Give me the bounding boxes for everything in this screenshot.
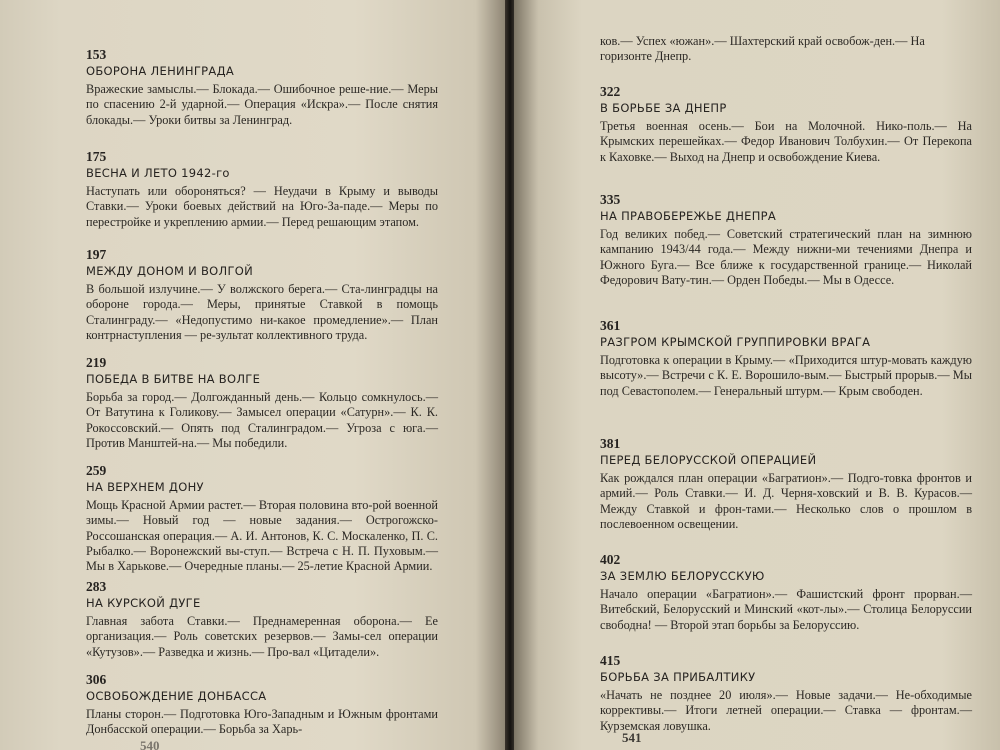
chapter-summary: Борьба за город.— Долгожданный день.— Кольцо сомкнулось.— От Ватутина к Голикову.— Замысел операции «Сатурн».— К. К. Рокоссовский.— Опять под Сталинградом.— Угроза с юга.— Против Манштей-на.— Мы победили. xyxy=(86,390,438,450)
toc-entry xyxy=(86,463,438,574)
chapter-summary: Как рождался план операции «Багратион».— Подго-товка фронтов и армий.— Роль Ставки.— И. Д. Черня-ховский и В. В. Курасов.— Между Ставкой и фрон-тами.— Несколько слов о прошлом в послевоенном освещении. xyxy=(600,471,972,531)
chapter-summary: Начало операции «Багратион».— Фашистский фронт прорван.— Витебский, Белорусский и Минский «кот-лы».— Столица Белоруссии свободна! — Второй этап борьбы за Белоруссию. xyxy=(600,587,972,632)
toc-entry xyxy=(600,552,972,633)
chapter-page-number: 259 xyxy=(86,463,107,478)
page-number: 540 xyxy=(140,738,160,750)
chapter-summary: «Начать не позднее 20 июля».— Новые задачи.— Не-обходимые коррективы.— Итоги летней операции.— Ставка — фронтам.— Курземская ловушка. xyxy=(600,688,972,733)
chapter-page-number: 197 xyxy=(86,247,107,262)
chapter-page-number: 219 xyxy=(86,355,107,370)
chapter-title: ОБОРОНА ЛЕНИНГРАДА xyxy=(86,64,235,78)
chapter-page-number: 335 xyxy=(600,192,621,207)
chapter-summary: Вражеские замыслы.— Блокада.— Ошибочное реше-ние.— Меры по спасению 2-й ударной.— Операция «Искра».— После снятия блокады.— Уроки битвы за Ленинград. xyxy=(86,82,438,127)
right-page xyxy=(514,0,1000,750)
toc-entry xyxy=(600,436,972,532)
chapter-title: ВЕСНА И ЛЕТО 1942-го xyxy=(86,166,230,180)
toc-entry xyxy=(86,672,438,738)
chapter-summary: Главная забота Ставки.— Преднамеренная оборона.— Ее организация.— Роль советских резервов.— Замы-сел операции «Кутузов».— Разведка и жизнь.— Про-вал «Цитадели». xyxy=(86,614,438,659)
chapter-page-number: 402 xyxy=(600,552,621,567)
chapter-page-number: 415 xyxy=(600,653,621,668)
chapter-title: ЗА ЗЕМЛЮ БЕЛОРУССКУЮ xyxy=(600,569,765,583)
chapter-summary: Год великих побед.— Советский стратегический план на зимнюю кампанию 1943/44 года.— Между нижни-ми течениями Днепра и Южного Буга.— Все ближе к государственной границе.— Николай Федорович Вату-тин.— Орден Победы.— Мы в Одессе. xyxy=(600,227,972,287)
chapter-summary: Третья военная осень.— Бои на Молочной. Нико-поль.— На Крымских перешейках.— Федор Иванович Толбухин.— От Перекопа к Каховке.— Выход на Днепр и освобождение Киева. xyxy=(600,119,972,164)
chapter-page-number: 153 xyxy=(86,47,107,62)
toc-entry xyxy=(86,47,438,128)
toc-entry xyxy=(600,192,972,288)
chapter-summary: В большой излучине.— У волжского берега.— Ста-линградцы на обороне города.— Меры, принятые Ставкой в помощь Сталинграду.— «Недопустимо ни-какое промедление».— План контрнаступления — ре-зультат коллективного труда. xyxy=(86,282,438,342)
chapter-summary: Мощь Красной Армии растет.— Вторая половина вто-рой военной зимы.— Новый год — новые задания.— Острогожско-Россошанская операция.— А. И. Антонов, К. С. Москаленко, П. С. Рыбалко.— Воронежский вы-ступ.— Встреча с Н. П. Пуховым.— Мы в Харькове.— Очередные планы.— 25-летие Красной Армии. xyxy=(86,498,438,574)
toc-entry xyxy=(600,84,972,165)
toc-entry xyxy=(86,355,438,451)
chapter-page-number: 322 xyxy=(600,84,621,99)
toc-entry xyxy=(86,149,438,230)
chapter-page-number: 283 xyxy=(86,579,107,594)
page-number: 541 xyxy=(622,730,642,745)
chapter-page-number: 361 xyxy=(600,318,621,333)
chapter-title: В БОРЬБЕ ЗА ДНЕПР xyxy=(600,101,727,115)
chapter-page-number: 381 xyxy=(600,436,621,451)
chapter-title: НА ВЕРХНЕМ ДОНУ xyxy=(86,480,204,494)
chapter-page-number: 306 xyxy=(86,672,107,687)
toc-entry xyxy=(86,247,438,343)
toc-entry xyxy=(86,579,438,660)
chapter-summary: Планы сторон.— Подготовка Юго-Западным и Южным фронтами Донбасской операции.— Борьба за Харь- xyxy=(86,707,438,737)
chapter-summary: Подготовка к операции в Крыму.— «Приходится штур-мовать каждую высоту».— Встречи с К. Е. Ворошило-вым.— Быстрый прорыв.— Мы под Севастополем.— Генеральный штурм.— Крым свободен. xyxy=(600,353,972,398)
toc-entry xyxy=(600,318,972,399)
chapter-title: НА КУРСКОЙ ДУГЕ xyxy=(86,596,201,610)
chapter-page-number: 175 xyxy=(86,149,107,164)
chapter-title: БОРЬБА ЗА ПРИБАЛТИКУ xyxy=(600,670,756,684)
chapter-title: ПЕРЕД БЕЛОРУССКОЙ ОПЕРАЦИЕЙ xyxy=(600,453,817,467)
chapter-title: РАЗГРОМ КРЫМСКОЙ ГРУППИРОВКИ ВРАГА xyxy=(600,335,871,349)
continued-summary: ков.— Успех «южан».— Шахтерский край освобож-ден.— На горизонте Днепр. xyxy=(600,34,925,64)
chapter-summary: Наступать или обороняться? — Неудачи в Крыму и выводы Ставки.— Уроки боевых действий на Юго-За-паде.— Меры по перестройке и укреплению армии.— Перед решающим этапом. xyxy=(86,184,438,229)
chapter-title: МЕЖДУ ДОНОМ И ВОЛГОЙ xyxy=(86,264,254,278)
toc-entry xyxy=(600,653,972,734)
chapter-title: ОСВОБОЖДЕНИЕ ДОНБАССА xyxy=(86,689,267,703)
chapter-title: НА ПРАВОБЕРЕЖЬЕ ДНЕПРА xyxy=(600,209,777,223)
chapter-title: ПОБЕДА В БИТВЕ НА ВОЛГЕ xyxy=(86,372,261,386)
